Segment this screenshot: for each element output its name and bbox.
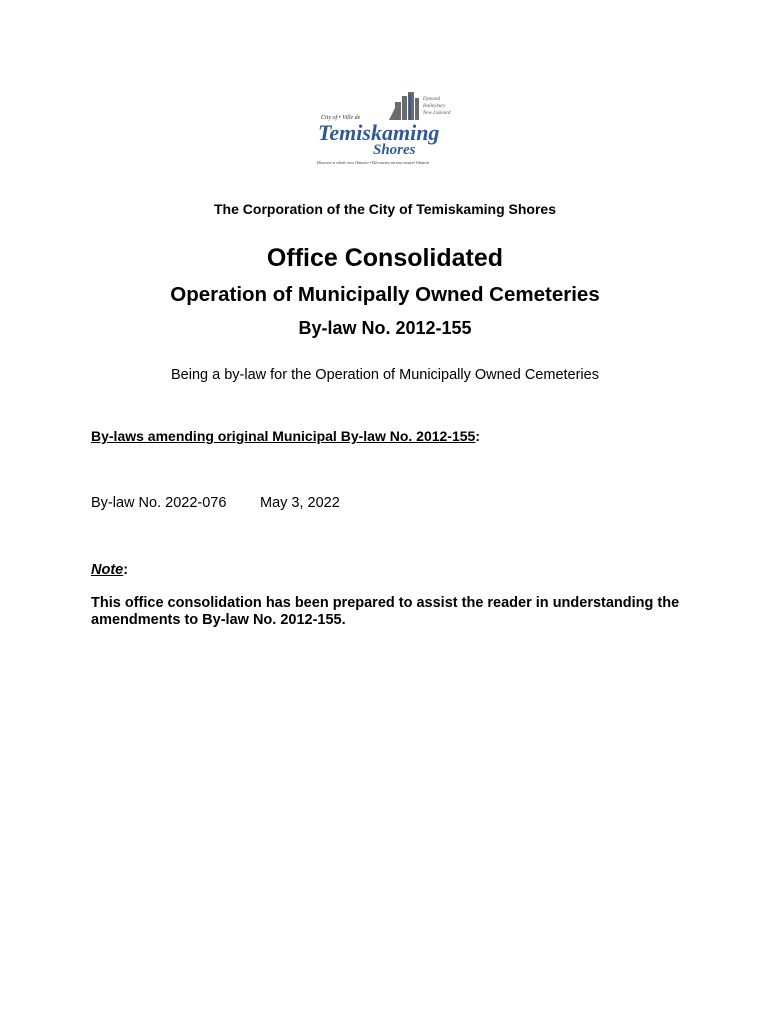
- amendments-heading-text: By-laws amending original Municipal By-law No. 2012-155: [91, 428, 476, 444]
- note-label-colon: :: [123, 562, 129, 578]
- bylaw-description: Being a by-law for the Operation of Municipally Owned Cemeteries: [171, 367, 599, 383]
- temiskaming-shores-logo-graphic: [315, 88, 455, 168]
- amendment-date: May 3, 2022: [260, 495, 340, 511]
- logo-city-text: City of • Ville de: [321, 115, 361, 121]
- note-text: This office consolidation has been prepared to assist the reader in understanding the amendments to By-law No. 2012-155.: [91, 595, 680, 628]
- document-title: Office Consolidated: [266, 244, 504, 272]
- amendments-heading: [91, 428, 480, 444]
- corporation-heading: The Corporation of the City of Temiskaming Shores: [214, 201, 556, 217]
- logo-tagline: Discover a whole new Ontario • Découvrez un tout nouvel Ontario: [317, 160, 430, 165]
- logo-town-1: Dymond: [423, 97, 440, 102]
- bylaw-number: By-law No. 2012-155: [298, 318, 472, 338]
- document-subtitle: Operation of Municipally Owned Cemeteries: [170, 283, 600, 306]
- note-label: [91, 562, 128, 578]
- logo-name-line2: Shores: [373, 142, 416, 158]
- logo-town-3: New Liskeard: [423, 111, 451, 116]
- note-label-text: Note: [91, 562, 124, 578]
- amendments-heading-colon: :: [475, 428, 480, 444]
- amendment-row: [91, 495, 340, 511]
- amendment-bylaw-number: By-law No. 2022-076: [91, 495, 227, 511]
- skyline-icon: [389, 92, 419, 120]
- logo-name-line1: Temiskaming: [318, 120, 440, 145]
- logo-town-2: Haileybury: [423, 104, 446, 109]
- city-logo: [315, 88, 455, 168]
